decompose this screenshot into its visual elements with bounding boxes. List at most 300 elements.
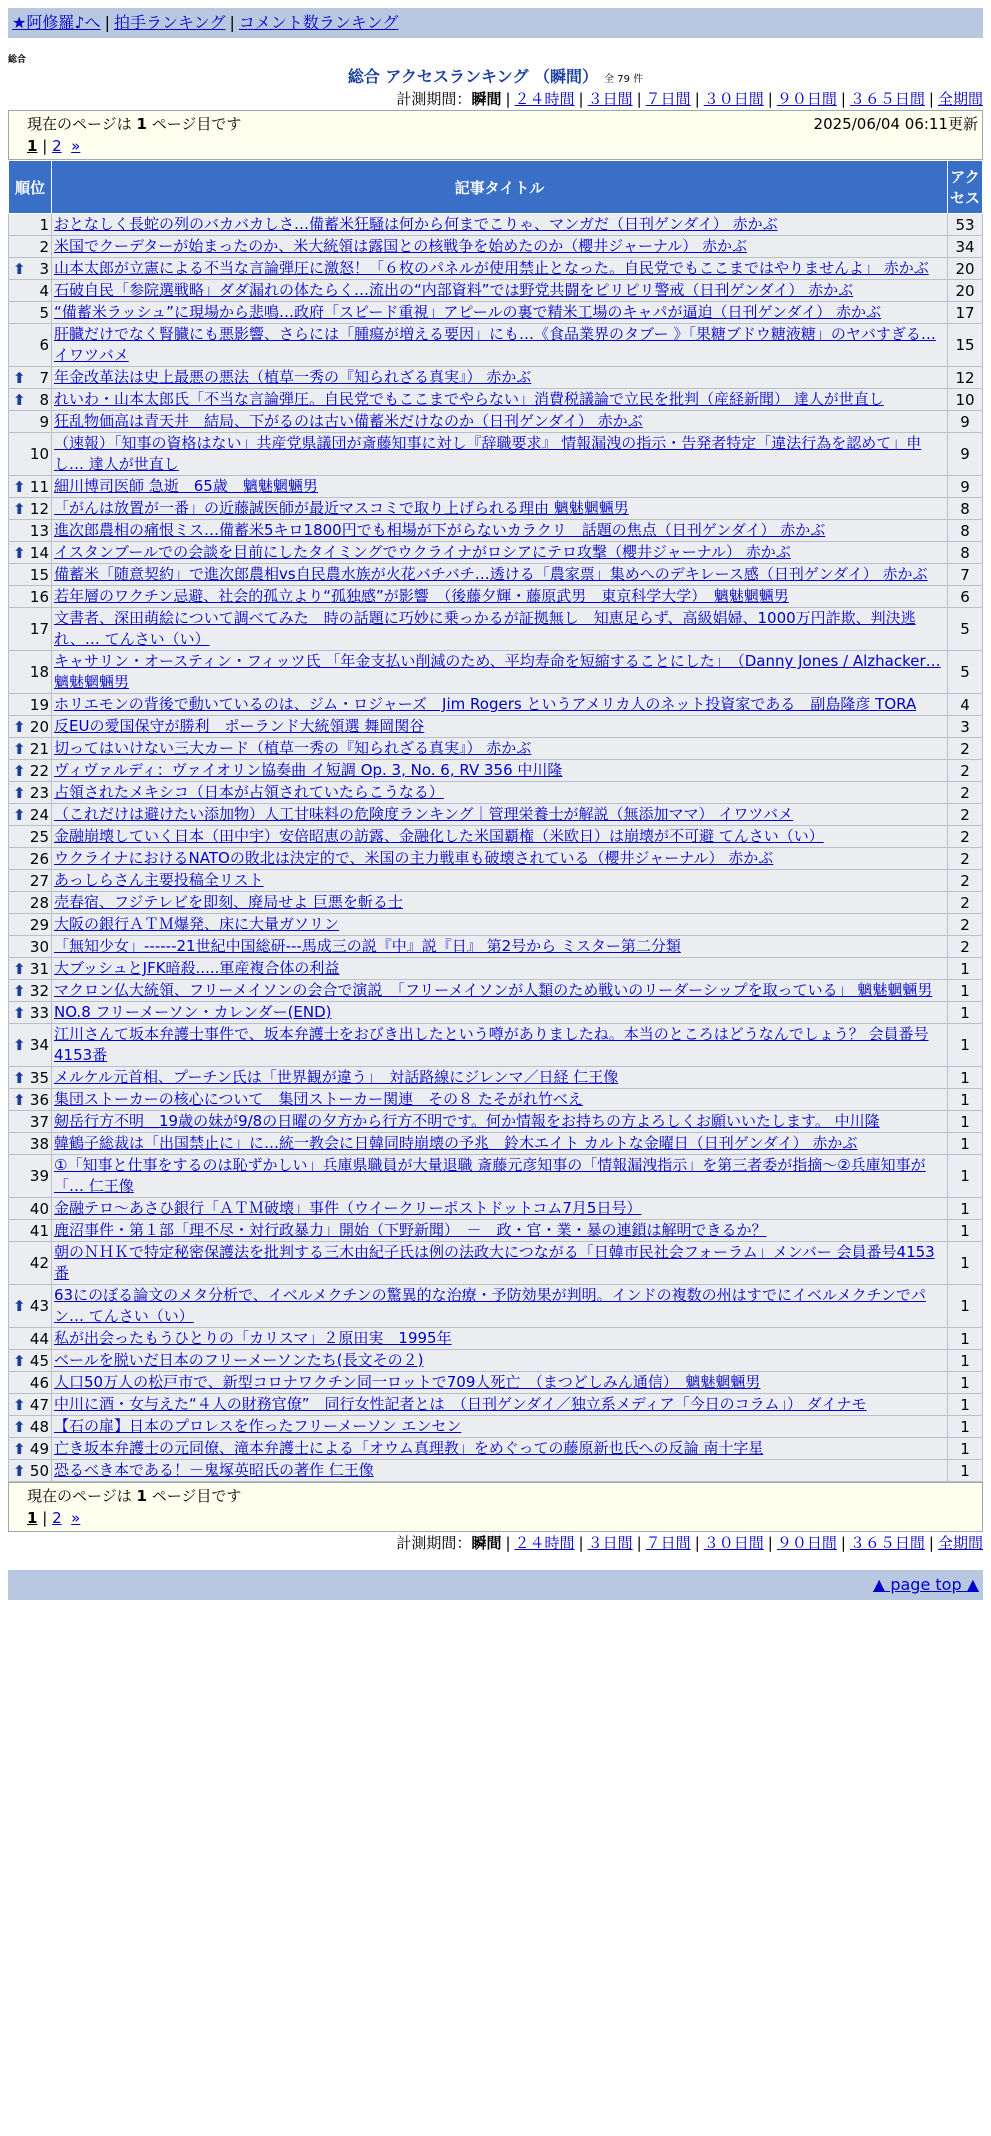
table-row	[9, 1372, 983, 1394]
title-cell	[52, 1416, 948, 1438]
table-row	[9, 694, 983, 716]
table-row	[9, 1111, 983, 1133]
rank-cell	[9, 1438, 52, 1460]
rank-cell	[9, 498, 52, 520]
pager-next-bottom[interactable]: »	[71, 1509, 81, 1527]
up-arrow-icon: ⬆	[13, 739, 26, 758]
access-count: 1	[948, 1220, 983, 1242]
article-link[interactable]: 「無知少女」------21世紀中国総研---馬成三の説『中』説『日』 第2号から ミスター第二分類	[54, 937, 681, 955]
access-count: 1	[948, 958, 983, 980]
rank-cell	[9, 608, 52, 651]
article-link[interactable]: メルケル元首相、プーチン氏は「世界観が違う」 対話路線にジレンマ／日経 仁王像	[54, 1068, 619, 1086]
rank-cell	[9, 1155, 52, 1198]
article-link[interactable]: ベールを脱いだ日本のフリーメーソンたち(長文その２)	[54, 1351, 424, 1369]
table-row	[9, 1155, 983, 1198]
title-cell	[52, 1460, 948, 1482]
article-link[interactable]: 私が出会ったもうひとりの「カリスマ」２原田実 1995年	[54, 1329, 452, 1347]
table-row	[9, 476, 983, 498]
separator: |	[578, 1534, 584, 1552]
title-cell	[52, 608, 948, 651]
access-count: 1	[948, 1372, 983, 1394]
table-row	[9, 980, 983, 1002]
article-link[interactable]: 若年層のワクチン忌避、社会的孤立より“孤独感”が影響 （後藤夕輝・藤原武男 東京科学大学） 魑魅魍魎男	[54, 587, 789, 605]
period-link-1[interactable]: ３日間	[587, 90, 633, 108]
article-link[interactable]: 備蓄米「随意契約」で進次郎農相vs自民農水族が火花バチバチ…透ける「農家票」集めへのデキレース感（日刊ゲンダイ） 赤かぶ	[54, 565, 928, 583]
rank-number: 48	[29, 1417, 49, 1436]
pager-current: 1	[27, 137, 38, 155]
rank-cell	[9, 1242, 52, 1285]
rank-number: 24	[29, 805, 49, 824]
rank-number: 17	[29, 620, 49, 638]
up-arrow-icon: ⬆	[13, 499, 26, 518]
rank-number: 27	[29, 871, 49, 890]
rank-cell	[9, 433, 52, 476]
access-count: 2	[948, 870, 983, 892]
article-link[interactable]: あっしらさん主要投稿全リスト	[54, 871, 264, 889]
period-link-6-bottom[interactable]: 全期間	[937, 1534, 983, 1552]
table-row	[9, 1002, 983, 1024]
rank-cell	[9, 738, 52, 760]
title-cell	[52, 324, 948, 367]
title-cell	[52, 738, 948, 760]
table-row	[9, 542, 983, 564]
article-link[interactable]: ホリエモンの背後で動いているのは、ジム・ロジャーズ Jim Rogers というアメリカ人のネット投資家である 副島隆彦 TORA	[54, 695, 917, 713]
rank-number: 36	[29, 1090, 49, 1109]
rank-cell	[9, 1285, 52, 1328]
up-arrow-icon: ⬆	[13, 1036, 26, 1054]
article-link[interactable]: 63にのぼる論文のメタ分析で、イベルメクチンの驚異的な治療・予防効果が判明。インドの複数の州はすでにイベルメクチンでパン… てんさい（い）	[54, 1286, 926, 1325]
rank-cell	[9, 694, 52, 716]
nav-link-asyura[interactable]: ★阿修羅♪へ	[12, 13, 101, 32]
page-info-box-bottom	[8, 1482, 983, 1532]
up-arrow-icon: ⬆	[13, 1003, 26, 1022]
article-link[interactable]: 占領されたメキシコ（日本が占領されていたらこうなる）	[54, 783, 444, 801]
rank-cell	[9, 302, 52, 324]
period-label-bottom: 計測期間：	[396, 1534, 472, 1552]
title-cell	[52, 1350, 948, 1372]
access-count: 1	[948, 1155, 983, 1198]
table-row	[9, 1242, 983, 1285]
separator: |	[505, 1534, 511, 1552]
article-link[interactable]: ヴィヴァルディ：ヴァイオリン協奏曲 イ短調 Op. 3, No. 6, RV 356 中川隆	[54, 761, 563, 779]
up-arrow-icon: ⬆	[13, 805, 26, 824]
category-label: 総合	[8, 55, 27, 65]
title-cell	[52, 498, 948, 520]
rank-number: 9	[39, 412, 49, 431]
title-cell	[52, 520, 948, 542]
nav-link-applause-ranking[interactable]: 拍手ランキング	[113, 13, 226, 32]
title-cell	[52, 980, 948, 1002]
rank-number: 11	[29, 477, 49, 496]
article-link[interactable]: キャサリン・オースティン・フィッツ氏 「年金支払い削減のため、平均寿命を短縮することにした」 （Danny Jones / Alzhacker… 魑魅魍魎男	[54, 652, 941, 691]
title-cell	[52, 542, 948, 564]
rank-number: 22	[29, 761, 49, 780]
up-arrow-icon: ⬆	[13, 543, 26, 562]
table-row	[9, 914, 983, 936]
rank-number: 33	[29, 1003, 49, 1022]
separator: |	[840, 90, 846, 108]
table-row	[9, 520, 983, 542]
access-count: 2	[948, 760, 983, 782]
rank-cell	[9, 1111, 52, 1133]
article-link[interactable]: 金融崩壊していく日本（田中宇）安倍昭恵の訪露、金融化した米国覇権（米欧日）は崩壊が不可避 てんさい（い）	[54, 827, 824, 845]
table-row	[9, 870, 983, 892]
title-cell	[52, 914, 948, 936]
table-row	[9, 1350, 983, 1372]
access-count: 8	[948, 542, 983, 564]
period-link-2[interactable]: ７日間	[645, 90, 691, 108]
table-row	[9, 586, 983, 608]
title-cell	[52, 694, 948, 716]
article-link[interactable]: （速報）「知事の資格はない」共産党県議団が斎藤知事に対し『辞職要求』 情報漏洩の指示・告発者特定「違法行為を認めて」申し… 達人が世直し	[54, 434, 922, 473]
up-arrow-icon: ⬆	[13, 783, 26, 802]
article-link[interactable]: 鹿沼事件・第１部「理不尽・対行政暴力」開始（下野新聞） － 政・官・業・暴の連鎖は解明できるか？	[54, 1221, 767, 1239]
access-count: 2	[948, 848, 983, 870]
rank-cell	[9, 1067, 52, 1089]
article-link[interactable]: 金融テロ～あさひ銀行「ＡＴＭ破壊」事件（ウイークリーポストドットコム7月5日号）	[54, 1199, 642, 1217]
period-link-2-bottom[interactable]: ７日間	[645, 1534, 691, 1552]
table-row	[9, 651, 983, 694]
up-arrow-icon: ⬆	[13, 1417, 26, 1436]
rank-cell	[9, 870, 52, 892]
rank-number: 4	[39, 281, 49, 300]
rank-number: 28	[29, 893, 49, 912]
article-link[interactable]: 中川に酒・女与えた“４人の財務官僚” 同行女性記者とは （日刊ゲンダイ／独立系メディア「今日のコラム」） ダイナモ	[54, 1395, 867, 1413]
rank-number: 34	[29, 1036, 49, 1054]
pager: 1 | 2 »	[27, 137, 81, 155]
table-row	[9, 1024, 983, 1067]
header-access: アクセス	[948, 161, 983, 214]
rank-number: 32	[29, 981, 49, 1000]
rank-number: 10	[29, 445, 49, 463]
article-link[interactable]: “備蓄米ラッシュ”に現場から悲鳴…政府「スピード重視」アピールの裏で精米工場のキャパが逼迫（日刊ゲンダイ） 赤かぶ	[54, 303, 882, 321]
period-link-0[interactable]: ２４時間	[514, 90, 575, 108]
access-count: 2	[948, 738, 983, 760]
rank-number: 44	[29, 1329, 49, 1348]
table-row	[9, 892, 983, 914]
article-link[interactable]: 文書者、深田萌絵について調べてみた 時の話題に巧妙に乗っかるが証拠無し 知恵足らず、高級娼婦、1000万円詐欺、判決逃れ、… てんさい（い）	[54, 609, 916, 648]
table-row	[9, 1438, 983, 1460]
title-cell	[52, 716, 948, 738]
header-rank: 順位	[9, 161, 52, 214]
article-link[interactable]: マクロン仏大統領、フリーメイソンの会合で演説 「フリーメイソンが人類のため戦いのリーダーシップを取っている」 魑魅魍魎男	[54, 981, 933, 999]
access-count: 1	[948, 1328, 983, 1350]
article-link[interactable]: 人口50万人の松戸市で、新型コロナワクチン同一ロットで709人死亡 （まつどしみん通信） 魑魅魍魎男	[54, 1373, 761, 1391]
title-cell	[52, 1372, 948, 1394]
period-link-1-bottom[interactable]: ３日間	[587, 1534, 633, 1552]
up-arrow-icon: ⬆	[13, 368, 26, 387]
rank-number: 45	[29, 1351, 49, 1370]
rank-cell	[9, 1024, 52, 1067]
table-row	[9, 236, 983, 258]
rank-number: 1	[39, 215, 49, 234]
separator: |	[505, 90, 511, 108]
article-link[interactable]: 年金改革法は史上最悪の悪法（植草一秀の『知られざる真実』） 赤かぶ	[54, 368, 532, 386]
access-count: 1	[948, 1394, 983, 1416]
title-cell	[52, 302, 948, 324]
page-top-link[interactable]: ▲ page top ▲	[872, 1575, 979, 1594]
up-arrow-icon: ⬆	[13, 959, 26, 978]
article-link[interactable]: 集団ストーカーの核心について 集団ストーカー関連 その８ たそがれ竹べえ	[54, 1090, 583, 1108]
period-link-5-bottom[interactable]: ３６５日間	[849, 1534, 925, 1552]
rank-number: 2	[39, 237, 49, 256]
article-link[interactable]: 反EUの愛国保守が勝利 ポーランド大統領選 舞岡関谷	[54, 717, 425, 735]
article-link[interactable]: 石破自民「参院選戦略」ダダ漏れの体たらく…流出の“内部資料”では野党共闘をピリピリ警戒（日刊ゲンダイ） 赤かぶ	[54, 281, 854, 299]
rank-cell	[9, 564, 52, 586]
separator: |	[636, 1534, 642, 1552]
article-link[interactable]: 切ってはいけない三大カード（植草一秀の『知られざる真実』） 赤かぶ	[54, 739, 532, 757]
rank-cell	[9, 892, 52, 914]
period-link-6[interactable]: 全期間	[937, 90, 983, 108]
table-row	[9, 214, 983, 236]
title-cell	[52, 1133, 948, 1155]
rank-number: 37	[29, 1112, 49, 1131]
rank-cell	[9, 389, 52, 411]
table-row	[9, 280, 983, 302]
article-link[interactable]: （これだけは避けたい添加物）人工甘味料の危険度ランキング｜管理栄養士が解説（無添加ママ） イワツバメ	[54, 805, 794, 823]
rank-number: 35	[29, 1068, 49, 1087]
rank-cell	[9, 411, 52, 433]
article-link[interactable]: ウクライナにおけるNATOの敗北は決定的で、米国の主力戦車も破壊されている（櫻井ジャーナル） 赤かぶ	[54, 849, 774, 867]
access-count: 8	[948, 520, 983, 542]
rank-number: 12	[29, 499, 49, 518]
article-link[interactable]: 【石の扉】日本のプロレスを作ったフリーメーソン エンセン	[54, 1417, 462, 1435]
title-cell	[52, 1089, 948, 1111]
title-cell	[52, 564, 948, 586]
period-link-0-bottom[interactable]: ２４時間	[514, 1534, 575, 1552]
rank-cell	[9, 324, 52, 367]
access-count: 7	[948, 564, 983, 586]
separator: |	[694, 1534, 700, 1552]
period-selector-bottom	[8, 1532, 983, 1554]
article-link[interactable]: ①「知事と仕事をするのは恥ずかしい」兵庫県職員が大量退職 斎藤元彦知事の「情報漏洩指示」を第三者委が指摘～②兵庫知事が「… 仁王像	[54, 1156, 926, 1195]
rank-cell	[9, 651, 52, 694]
access-count: 2	[948, 804, 983, 826]
rank-cell	[9, 1416, 52, 1438]
rank-cell	[9, 1133, 52, 1155]
rank-number: 13	[29, 521, 49, 540]
bottom-bar	[8, 1570, 983, 1600]
table-row	[9, 258, 983, 280]
table-row	[9, 826, 983, 848]
nav-link-comment-ranking[interactable]: コメント数ランキング	[238, 13, 399, 32]
access-count: 34	[948, 236, 983, 258]
access-count: 2	[948, 782, 983, 804]
article-link[interactable]: 細川博司医師 急逝 65歳 魑魅魍魎男	[54, 477, 318, 495]
article-link[interactable]: 肝臓だけでなく腎臓にも悪影響、さらには「腫瘍が増える要因」にも…《食品業界のタブー 》「果糖ブドウ糖液糖」のヤバすぎる… イワツバメ	[54, 325, 936, 364]
table-row	[9, 302, 983, 324]
table-row	[9, 958, 983, 980]
article-link[interactable]: NO.8 フリーメーソン・カレンダー(END)	[54, 1003, 332, 1021]
access-count: 17	[948, 302, 983, 324]
table-row	[9, 782, 983, 804]
rank-number: 21	[29, 739, 49, 758]
article-link[interactable]: れいわ・山本太郎氏「不当な言論弾圧。自民党でもここまでやらない」消費税議論で立民を批判（産経新聞） 達人が世直し	[54, 390, 884, 408]
access-count: 8	[948, 498, 983, 520]
article-link[interactable]: 大ブッシュとJFK暗殺.....軍産複合体の利益	[54, 959, 340, 977]
separator: |	[578, 90, 584, 108]
rank-cell	[9, 542, 52, 564]
period-current-bottom: 瞬間	[471, 1534, 502, 1552]
up-arrow-icon: ⬆	[13, 717, 26, 736]
article-link[interactable]: おとなしく長蛇の列のバカバカしさ…備蓄米狂騒は何から何までこりゃ、マンガだ（日刊ゲンダイ） 赤かぶ	[54, 215, 778, 233]
title-cell	[52, 782, 948, 804]
table-row	[9, 389, 983, 411]
rank-number: 7	[39, 368, 49, 387]
title-cell	[52, 1198, 948, 1220]
rank-number: 39	[29, 1167, 49, 1185]
rank-number: 18	[29, 663, 49, 681]
separator: |	[767, 90, 773, 108]
table-row	[9, 411, 983, 433]
period-label: 計測期間：	[396, 90, 472, 108]
access-count: 9	[948, 433, 983, 476]
table-row	[9, 1285, 983, 1328]
rank-cell	[9, 476, 52, 498]
rank-cell	[9, 236, 52, 258]
title-cell	[52, 1242, 948, 1285]
rank-number: 16	[29, 587, 49, 606]
updated-timestamp: 2025/06/04 06:11更新	[813, 115, 978, 133]
access-count: 2	[948, 914, 983, 936]
rank-cell	[9, 782, 52, 804]
access-count: 53	[948, 214, 983, 236]
access-count: 2	[948, 892, 983, 914]
pager-page-2[interactable]: 2	[52, 137, 62, 155]
title-cell	[52, 848, 948, 870]
article-link[interactable]: 亡き坂本弁護士の元同僚、滝本弁護士による「オウム真理教」をめぐっての藤原新也氏への反論 南十字星	[54, 1439, 764, 1457]
access-count: 1	[948, 1067, 983, 1089]
table-row	[9, 1198, 983, 1220]
rank-number: 30	[29, 937, 49, 956]
rank-cell	[9, 1220, 52, 1242]
access-count: 2	[948, 826, 983, 848]
rank-cell	[9, 914, 52, 936]
table-row	[9, 848, 983, 870]
rank-cell	[9, 936, 52, 958]
article-link[interactable]: 韓鶴子総裁は「出国禁止に」に…統一教会に日韓同時崩壊の予兆 鈴木エイト カルトな金曜日（日刊ゲンダイ） 赤かぶ	[54, 1134, 858, 1152]
title-cell	[52, 389, 948, 411]
separator: |	[767, 1534, 773, 1552]
table-row	[9, 564, 983, 586]
article-link[interactable]: 売春宿、フジテレビを即刻、廃局せよ 巨悪を斬る士	[54, 893, 403, 911]
article-link[interactable]: 山本太郎が立憲による不当な言論弾圧に激怒！「６枚のパネルが使用禁止となった。自民党でもここまではやりませんよ」 赤かぶ	[54, 259, 929, 277]
title-cell	[52, 1220, 948, 1242]
rank-number: 50	[29, 1461, 49, 1480]
access-count: 5	[948, 651, 983, 694]
rank-number: 23	[29, 783, 49, 802]
article-link[interactable]: イスタンブールでの会談を目前にしたタイミングでウクライナがロシアにテロ攻撃（櫻井ジャーナル） 赤かぶ	[54, 543, 791, 561]
rank-number: 29	[29, 915, 49, 934]
title-cell	[52, 214, 948, 236]
rank-number: 49	[29, 1439, 49, 1458]
rank-number: 6	[39, 336, 49, 354]
period-link-3[interactable]: ３０日間	[703, 90, 764, 108]
period-selector	[8, 88, 983, 110]
table-row	[9, 760, 983, 782]
rank-number: 26	[29, 849, 49, 868]
pager-page-2-bottom[interactable]: 2	[52, 1509, 62, 1527]
article-link[interactable]: 恐るべき本である！－鬼塚英昭氏の著作 仁王像	[54, 1461, 374, 1479]
article-link[interactable]: 剱岳行方不明＿19歳の妹が9/8の日曜の夕方から行方不明です。何か情報をお持ちの方よろしくお願いいたします。 中川隆	[54, 1112, 880, 1130]
table-row	[9, 433, 983, 476]
rank-cell	[9, 1460, 52, 1482]
article-link[interactable]: 進次郎農相の痛恨ミス…備蓄米5キロ1800円でも相場が下がらないカラクリ 話題の焦点（日刊ゲンダイ） 赤かぶ	[54, 521, 826, 539]
article-link[interactable]: 朝のＮＨＫで特定秘密保護法を批判する三木由紀子氏は例の法政大につながる「日韓市民社会フォーラム」メンバー 会員番号4153番	[54, 1243, 935, 1282]
rank-number: 42	[29, 1254, 49, 1272]
period-link-3-bottom[interactable]: ３０日間	[703, 1534, 764, 1552]
page-info-box	[8, 110, 983, 160]
current-page-text: 現在のページは 1 ページ目です	[27, 115, 242, 133]
rank-number: 8	[39, 390, 49, 409]
table-row	[9, 1416, 983, 1438]
rank-cell	[9, 1394, 52, 1416]
access-count: 2	[948, 936, 983, 958]
table-row	[9, 1460, 983, 1482]
rank-cell	[9, 1350, 52, 1372]
period-link-5[interactable]: ３６５日間	[849, 90, 925, 108]
rank-number: 46	[29, 1373, 49, 1392]
title-cell	[52, 258, 948, 280]
access-count: 1	[948, 1089, 983, 1111]
rank-cell	[9, 1372, 52, 1394]
separator: |	[636, 90, 642, 108]
rank-cell	[9, 1089, 52, 1111]
period-link-4[interactable]: ９０日間	[776, 90, 837, 108]
title-cell	[52, 1002, 948, 1024]
table-row	[9, 936, 983, 958]
title-cell	[52, 1285, 948, 1328]
up-arrow-icon: ⬆	[13, 761, 26, 780]
rank-number: 47	[29, 1395, 49, 1414]
access-count: 6	[948, 586, 983, 608]
access-count: 1	[948, 980, 983, 1002]
title-cell	[52, 826, 948, 848]
access-count: 3	[948, 716, 983, 738]
rank-cell	[9, 1328, 52, 1350]
table-row	[9, 1328, 983, 1350]
title-cell	[52, 958, 948, 980]
article-link[interactable]: 米国でクーデターが始まったのか、米大統領は露国との核戦争を始めたのか（櫻井ジャーナル） 赤かぶ	[54, 237, 747, 255]
up-arrow-icon: ⬆	[13, 1068, 26, 1087]
table-row	[9, 716, 983, 738]
rank-number: 3	[39, 259, 49, 278]
period-link-4-bottom[interactable]: ９０日間	[776, 1534, 837, 1552]
article-link[interactable]: 「がんは放置が一番」の近藤誠医師が最近マスコミで取り上げられる理由 魑魅魍魎男	[54, 499, 629, 517]
pager-next[interactable]: »	[71, 137, 81, 155]
rank-cell	[9, 367, 52, 389]
table-row	[9, 1220, 983, 1242]
title-cell	[52, 651, 948, 694]
title-cell	[52, 870, 948, 892]
title-cell	[52, 1394, 948, 1416]
article-link[interactable]: 大阪の銀行ＡＴＭ爆発、床に大量ガソリン	[54, 915, 340, 933]
rank-cell	[9, 826, 52, 848]
pager-bottom: 1 | 2 »	[27, 1509, 81, 1527]
rank-number: 40	[29, 1199, 49, 1218]
access-count: 1	[948, 1133, 983, 1155]
access-count: 1	[948, 1438, 983, 1460]
article-link[interactable]: 江川さんて坂本弁護士事件で、坂本弁護士をおびき出したという噂がありましたね。本当のところはどうなんでしょう？ 会員番号4153番	[54, 1025, 929, 1064]
title-cell	[52, 1438, 948, 1460]
top-nav-bar: ★阿修羅♪へ | 拍手ランキング | コメント数ランキング	[8, 8, 983, 38]
table-row	[9, 1067, 983, 1089]
article-link[interactable]: 狂乱物価高は青天井 結局、下がるのは古い備蓄米だけなのか（日刊ゲンダイ） 赤かぶ	[54, 412, 643, 430]
table-row	[9, 1089, 983, 1111]
up-arrow-icon: ⬆	[13, 477, 26, 496]
rank-number: 25	[29, 827, 49, 846]
table-row	[9, 738, 983, 760]
